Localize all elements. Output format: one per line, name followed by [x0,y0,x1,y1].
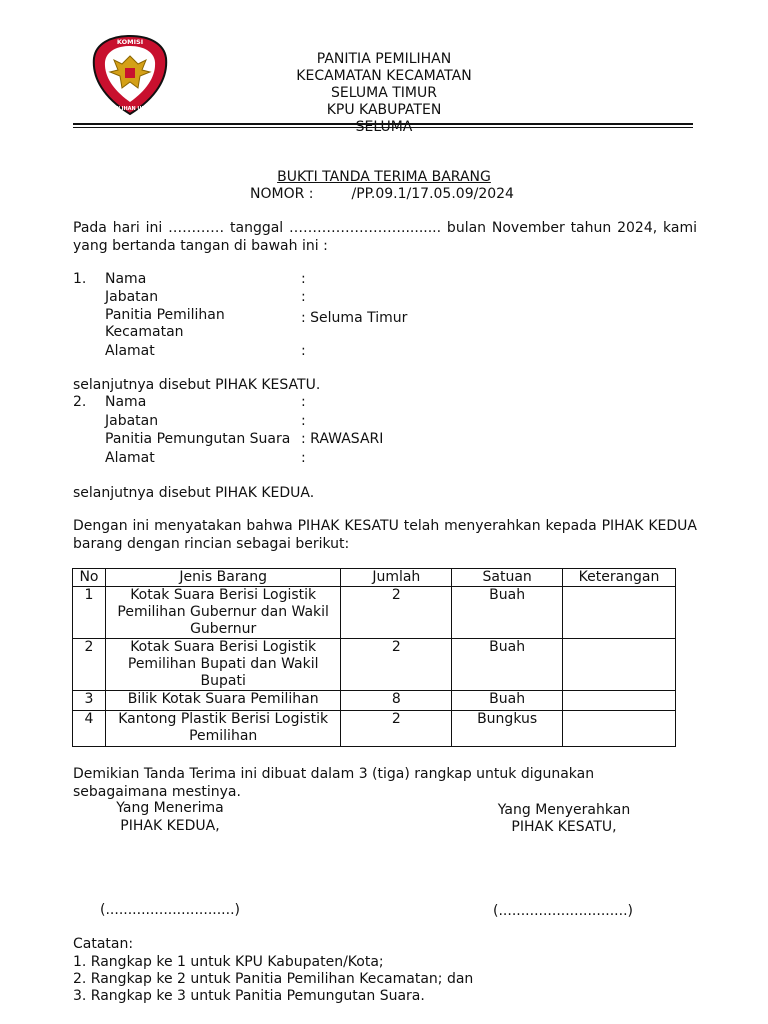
header-line-1: PANITIA PEMILIHAN [316,51,452,67]
party1-nama-colon: : [301,271,306,287]
document-title: BUKTI TANDA TERIMA BARANG [277,169,491,185]
giver-signature-blank: (.............................) [493,903,633,919]
table-header-row [73,569,676,587]
cell-jenis: Kantong Plastik Berisi Logistik Pemilihan [105,711,340,747]
header-jenis-barang: Jenis Barang [105,569,340,587]
cell-no: 1 [73,587,106,639]
kpu-logo [92,34,168,116]
table-row [73,587,676,639]
cell-no: 2 [73,639,106,691]
cell-jumlah: 2 [341,587,452,639]
cell-satuan: Buah [452,639,563,691]
party2-closing: selanjutnya disebut PIHAK KEDUA. [73,485,315,501]
receiver-party: PIHAK KEDUA, [120,818,220,834]
cell-satuan: Bungkus [452,711,563,747]
notes-title: Catatan: [73,936,134,952]
cell-keterangan [563,639,676,691]
header-line-5: SELUMA [355,119,413,135]
party2-alamat-label: Alamat [105,450,155,466]
giver-role: Yang Menyerahkan [497,802,631,818]
header-rule [73,123,693,125]
cell-jumlah: 2 [341,711,452,747]
cell-satuan: Buah [452,587,563,639]
cell-jenis: Kotak Suara Berisi Logistik Pemilihan Gubernur dan Wakil Gubernur [105,587,340,639]
cell-jenis: Bilik Kotak Suara Pemilihan [105,691,340,711]
giver-party: PIHAK KESATU, [511,819,617,835]
header-line-4: KPU KABUPATEN [326,102,442,118]
logo-text-top: KOMISI [116,38,144,46]
party1-jabatan-colon: : [301,289,306,305]
header-rule-thin [73,127,693,128]
cell-jenis: Kotak Suara Berisi Logistik Pemilihan Bupati dan Wakil Bupati [105,639,340,691]
nomor-value: /PP.09.1/17.05.09/2024 [351,186,514,202]
table-row [73,711,676,747]
header-keterangan: Keterangan [563,569,676,587]
header-jumlah: Jumlah [341,569,452,587]
note-item: 1. Rangkap ke 1 untuk KPU Kabupaten/Kota; [73,954,384,970]
cell-keterangan [563,711,676,747]
intro-paragraph: Pada hari ini ………… tanggal ……………………......... bulan November tahun 2024, kami yang bertanda tangan di bawah ini : [73,220,697,254]
party2-nama-colon: : [301,394,306,410]
cell-keterangan [563,691,676,711]
party1-number: 1. [73,271,87,287]
statement-paragraph: Dengan ini menyatakan bahwa PIHAK KESATU telah menyerahkan kepada PIHAK KEDUA barang dengan rincian sebagai berikut: [73,518,697,552]
header-satuan: Satuan [452,569,563,587]
cell-no: 4 [73,711,106,747]
nomor-label: NOMOR : [250,186,314,202]
receiver-role: Yang Menerima [116,800,224,816]
party1-org-value: : Seluma Timur [301,310,408,326]
party2-alamat-colon: : [301,450,306,466]
document-number [250,186,514,202]
party2-number: 2. [73,394,87,410]
cell-keterangan [563,587,676,639]
header-line-2: KECAMATAN KECAMATAN [296,68,472,84]
party1-org-label-2: Kecamatan [105,324,184,340]
party2-org-label: Panitia Pemungutan Suara [105,431,291,447]
party1-org-label-1: Panitia Pemilihan [105,307,225,323]
party1-nama-label: Nama [105,271,147,287]
closing-paragraph: Demikian Tanda Terima ini dibuat dalam 3 (tiga) rangkap untuk digunakan sebagaimana mestinya. [73,766,595,800]
cell-satuan: Buah [452,691,563,711]
note-item: 3. Rangkap ke 3 untuk Panitia Pemungutan Suara. [73,988,425,1004]
note-item: 2. Rangkap ke 2 untuk Panitia Pemilihan Kecamatan; dan [73,971,474,987]
cell-no: 3 [73,691,106,711]
logo-text-bottom: PEMILIHAN UMUM [104,106,156,112]
header-no: No [73,569,106,587]
party2-org-value: : RAWASARI [301,431,384,447]
receiver-signature-blank: (.............................) [100,902,240,918]
party1-alamat-colon: : [301,343,306,359]
party2-nama-label: Nama [105,394,147,410]
cell-jumlah: 2 [341,639,452,691]
table-row [73,639,676,691]
header-line-3: SELUMA TIMUR [331,85,437,101]
party1-jabatan-label: Jabatan [105,289,159,305]
party2-jabatan-label: Jabatan [105,413,159,429]
party1-closing: selanjutnya disebut PIHAK KESATU. [73,377,321,393]
table-row [73,691,676,711]
party1-alamat-label: Alamat [105,343,155,359]
cell-jumlah: 8 [341,691,452,711]
items-table [72,568,676,747]
party2-jabatan-colon: : [301,413,306,429]
